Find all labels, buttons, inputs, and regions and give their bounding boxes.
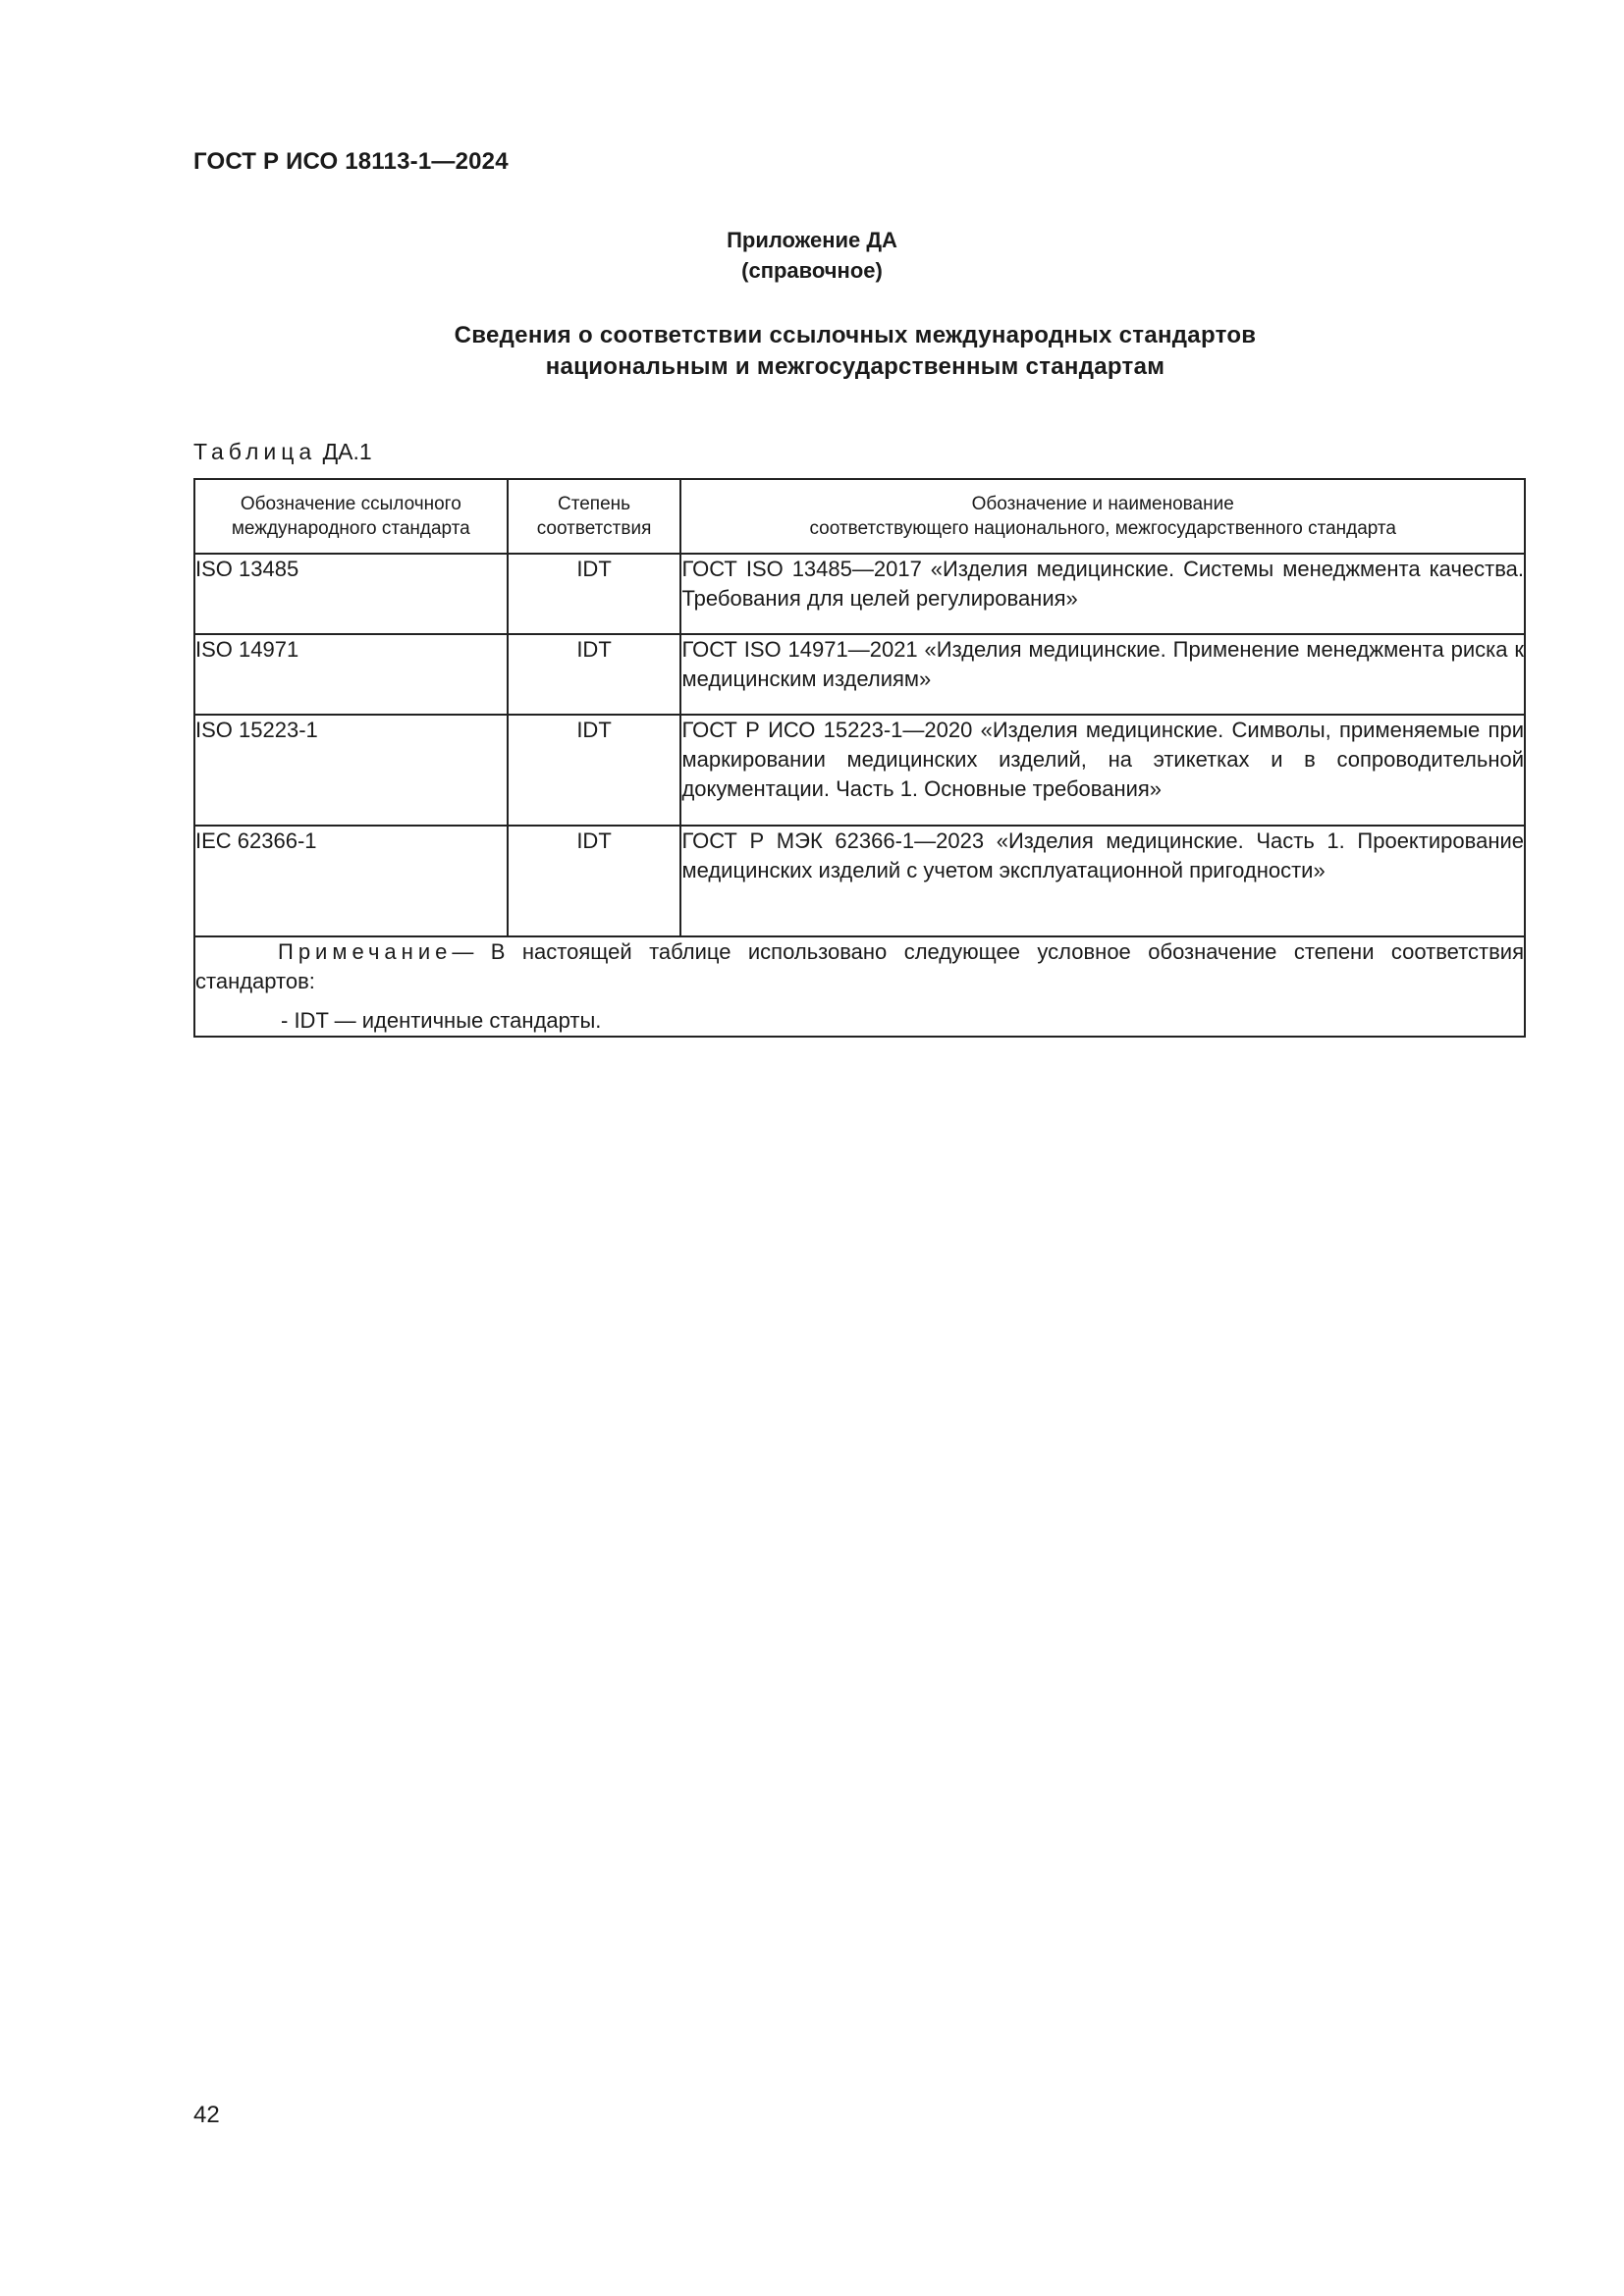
note-text: — В настоящей таблице использовано следующее условное обозначение степени соответствия стандартов: [195, 939, 1524, 993]
note-paragraph [195, 937, 1524, 996]
table-caption-prefix: Таблица [193, 439, 317, 464]
header-degree [508, 479, 681, 554]
table-row [194, 826, 1525, 936]
appendix-note: (справочное) [741, 258, 883, 283]
cell-degree: IDT [508, 634, 681, 715]
table-note-row [194, 936, 1525, 1037]
section-title-line1: Сведения о соответствии ссылочных международных стандартов [454, 322, 1257, 348]
cell-code: ISO 13485 [194, 554, 508, 634]
appendix-title: Приложение ДА [727, 228, 897, 252]
note-label: Примечание [278, 939, 453, 964]
header-line: Обозначение ссылочного [240, 494, 461, 514]
header-line: соответствия [536, 518, 652, 539]
header-line: международного стандарта [231, 518, 470, 539]
table-row [194, 634, 1525, 715]
cell-degree: IDT [508, 554, 681, 634]
table-caption-number: ДА.1 [322, 439, 372, 464]
table-note [194, 936, 1525, 1037]
cell-name: ГОСТ Р ИСО 15223-1—2020 «Изделия медицинские. Символы, применяемые при маркировании медицинских изделий, на этикетках и в сопроводительной документации. Часть 1. Основные требования» [680, 715, 1525, 826]
cell-degree: IDT [508, 715, 681, 826]
cell-name: ГОСТ Р МЭК 62366-1—2023 «Изделия медицинские. Часть 1. Проектирование медицинских изделий с учетом эксплуатационной пригодности» [680, 826, 1525, 936]
standards-table [193, 478, 1526, 1038]
cell-code: ISO 15223-1 [194, 715, 508, 826]
cell-code: IEC 62366-1 [194, 826, 508, 936]
table-row [194, 554, 1525, 634]
header-reference-standard [194, 479, 508, 554]
header-line: Степень [558, 494, 631, 514]
table-row [194, 715, 1525, 826]
table-header-row [194, 479, 1525, 554]
header-line: Обозначение и наименование [971, 494, 1234, 514]
cell-name: ГОСТ ISO 13485—2017 «Изделия медицинские. Системы менеджмента качества. Требования для целей регулирования» [680, 554, 1525, 634]
header-line: соответствующего национального, межгосударственного стандарта [809, 518, 1396, 539]
section-title-line2: национальным и межгосударственным стандартам [545, 353, 1165, 380]
cell-code: ISO 14971 [194, 634, 508, 715]
cell-name: ГОСТ ISO 14971—2021 «Изделия медицинские. Применение менеджмента риска к медицинским изделиям» [680, 634, 1525, 715]
note-item: - IDT — идентичные стандарты. [281, 1008, 602, 1033]
table-caption [193, 439, 372, 465]
cell-degree: IDT [508, 826, 681, 936]
document-code: ГОСТ Р ИСО 18113-1—2024 [193, 148, 509, 175]
header-national-standard [680, 479, 1525, 554]
page-number: 42 [193, 2102, 220, 2128]
